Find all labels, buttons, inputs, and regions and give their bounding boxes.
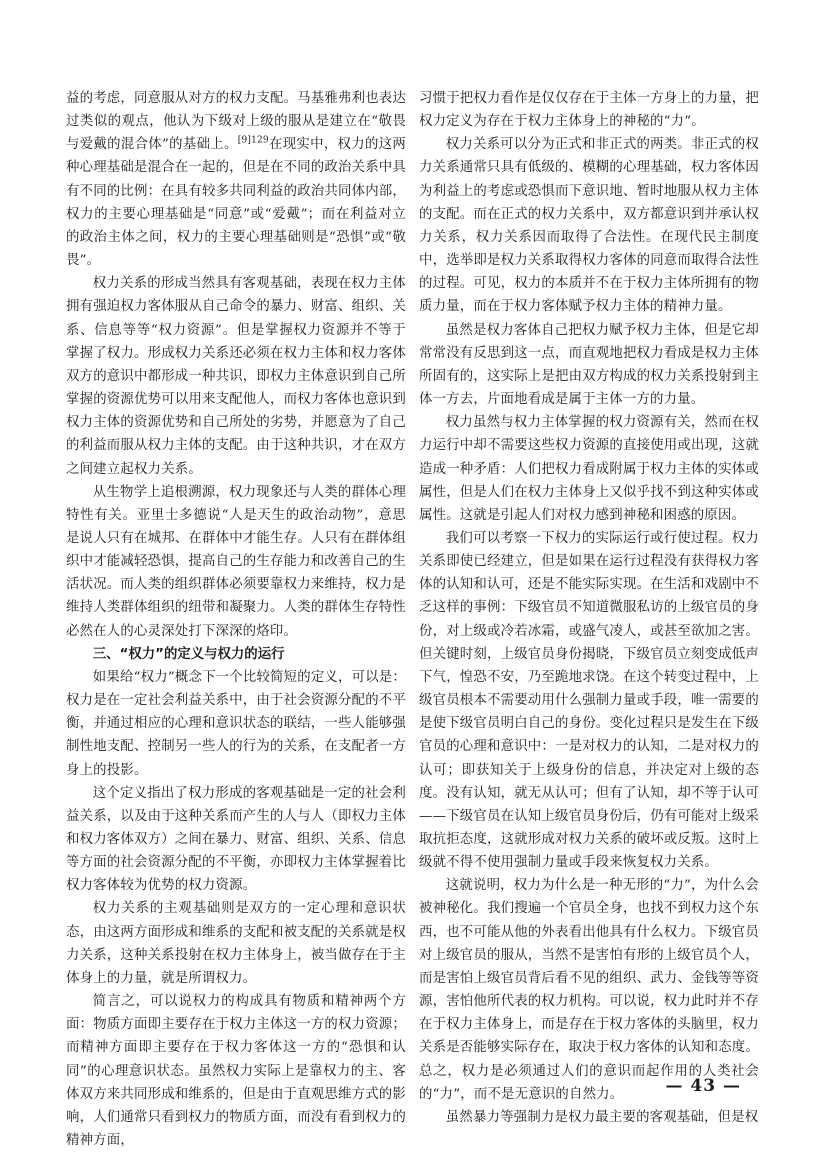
section-heading: 三、“权力”的定义与权力的运行 <box>92 646 285 662</box>
paragraph: 权力关系可以分为正式和非正式的两类。非正式的权力关系通常只具有低级的、模糊的心理基础，权力客体因为利益上的考虑或恐惧而下意识地、暂时地服从权力主体的支配。而在正式的权力关系中，双方都意识到并承认权力关系，权力关系因而取得了合法性。在现代民主制度中，选举即是权力关系取得权力客体的同意而取得合法性的过程。可见，权力的本质并不在于权力主体所拥有的物质力量，而在于权力客体赋予权力主体的精神力量。 <box>419 137 759 315</box>
paragraph: 简言之，可以说权力的构成具有物质和精神两个方面：物质方面即主要存在于权力主体这一方的权力资源；而精神方面即主要存在于权力客体这一方的“恐惧和认同”的心理意识状态。虽然权力实际上是靠权力的主、客体双方来共同形成和维系的，但是由于直观思维方式的影响，人们通常只看到权力的物质方面，而没有看到权力的精神方面， <box>66 994 406 1149</box>
paragraph: 权力关系的主观基础则是双方的一定心理和意识状态，由这两方面形成和维系的支配和被支配的关系就是权力关系，这种关系投射在权力主体身上，被当做存在于主体身上的力量，就是所谓权力。 <box>66 901 406 986</box>
paragraph: 从生物学上追根溯源，权力现象还与人类的群体心理特性有关。亚里士多德说“人是天生的政治动物”，意思是说人只有在城邦、在群体中才能生存。人只有在群体组织中才能减轻恐惧，提高自己的生存能力和改善自己的生活状况。而人类的组织群体必须要靠权力来维持，权力是维持人类群体组织的纽带和凝聚力。人类的群体生存特性必然在人的心灵深处打下深深的烙印。 <box>66 484 406 639</box>
paragraph: 这个定义指出了权力形成的客观基础是一定的社会利益关系，以及由于这种关系而产生的人与人（即权力主体和权力客体双方）之间在暴力、财富、组织、关系、信息等方面的社会资源分配的不平衡，亦即权力主体掌握着比权力客体较为优势的权力资源。 <box>66 785 406 894</box>
right-column <box>419 87 759 1129</box>
paragraph: 习惯于把权力看作是仅仅存在于主体一方身上的力量，把权力定义为存在于权力主体身上的神秘的“力”。 <box>419 91 759 130</box>
citation-note: [9]129 <box>237 135 269 146</box>
left-column <box>66 87 406 1152</box>
paragraph: 这就说明，权力为什么是一种无形的“力”，为什么会被神秘化。我们搜遍一个官员全身，也找不到权力这个东西，也不可能从他的外表看出他具有什么权力。下级官员对上级官员的服从，当然不是害怕有形的上级官员个人，而是害怕上级官员背后看不见的组织、武力、金钱等等资源，害怕他所代表的权力机构。可以说，权力此时并不存在于权力主体身上，而是存在于权力客体的头脑里，权力关系是否能够实际存在，取决于权力客体的认知和态度。总之，权力是必须通过人们的意识而起作用的人类社会的“力”，而不是无意识的自然力。 <box>419 878 759 1102</box>
paragraph: 权力虽然与权力主体掌握的权力资源有关，然而在权力运行中却不需要这些权力资源的直接使用或出现，这就造成一种矛盾：人们把权力看成附属于权力主体的实体或属性，但是人们在权力主体身上又似乎找不到这种实体或属性。这就是引起人们对权力感到神秘和困惑的原因。 <box>419 415 759 523</box>
paragraph: 益的考虑，同意服从对方的权力支配。马基雅弗利也表达过类似的观点，他认为下级对上级的服从是建立在“敬畏与爱戴的混合体”的基础上。$^{[9]129}$在现实中，权力的这两种心理基础是混合在一起的，但是在不同的政治关系中具有不同的比例：在具有较多共同利益的政治共同体内部，权力的主要心理基础是“同意”或“爱戴”；而在利益对立的政治主体之间，权力的主要心理基础则是“恐惧”或“敬畏”。 <box>66 91 407 269</box>
paragraph: 虽然是权力客体自己把权力赋予权力主体，但是它却常常没有反思到这一点，而直观地把权力看成是权力主体所固有的，这实际上是把由双方构成的权力关系投射到主体一方去，片面地看成是属于主体一方的力量。 <box>419 322 759 408</box>
paragraph: 虽然暴力等强制力是权力最主要的客观基础，但是权 <box>445 1109 759 1125</box>
paragraph: 权力关系的形成当然具有客观基础，表现在权力主体拥有强迫权力客体服从自己命令的暴力、财富、组织、关系、信息等等“权力资源”。但是掌握权力资源并不等于掌握了权力。形成权力关系还必须在权力主体和权力客体双方的意识中都形成一种共识，即权力主体意识到自己所掌握的资源优势可以用来支配他人，而权力客体也意识到权力主体的资源优势和自己所处的劣势，并愿意为了自己的利益而服从权力主体的支配。由于这种共识，才在双方之间建立起权力关系。 <box>66 276 406 477</box>
page-number: — 43 — <box>665 1076 741 1096</box>
paragraph: 如果给“权力”概念下一个比较简短的定义，可以是：权力是在一定社会利益关系中，由于社会资源分配的不平衡，并通过相应的心理和意识状态的联结，一些人能够强制性地支配、控制另一些人的行为的关系，在支配者一方身上的投影。 <box>66 669 406 778</box>
paragraph: 我们可以考察一下权力的实际运行或行使过程。权力关系即使已经建立，但是如果在运行过程没有获得权力客体的认知和认可，还是不能实际实现。在生活和戏剧中不乏这样的事例：下级官员不知道微服私访的上级官员的身份，对上级或冷若冰霜，或盛气凌人，或甚至欲加之害。但关键时刻，上级官员身份揭晓，下级官员立刻变成低声下气，惶恐不安，乃至跪地求饶。在这个转变过程中，上级官员根本不需要动用什么强制力量或手段，唯一需要的是使下级官员明白自己的身份。变化过程只是发生在下级官员的心理和意识中：一是对权力的认知，二是对权力的认可；即获知关于上级身份的信息，并决定对上级的态度。没有认知，就无从认可；但有了认知，却不等于认可——下级官员在认知上级官员身份后，仍有可能对上级采取抗拒态度，这就形成对权力关系的破坏或反叛。这时上级就不得不使用强制力量或手段来恢复权力关系。 <box>419 530 759 871</box>
